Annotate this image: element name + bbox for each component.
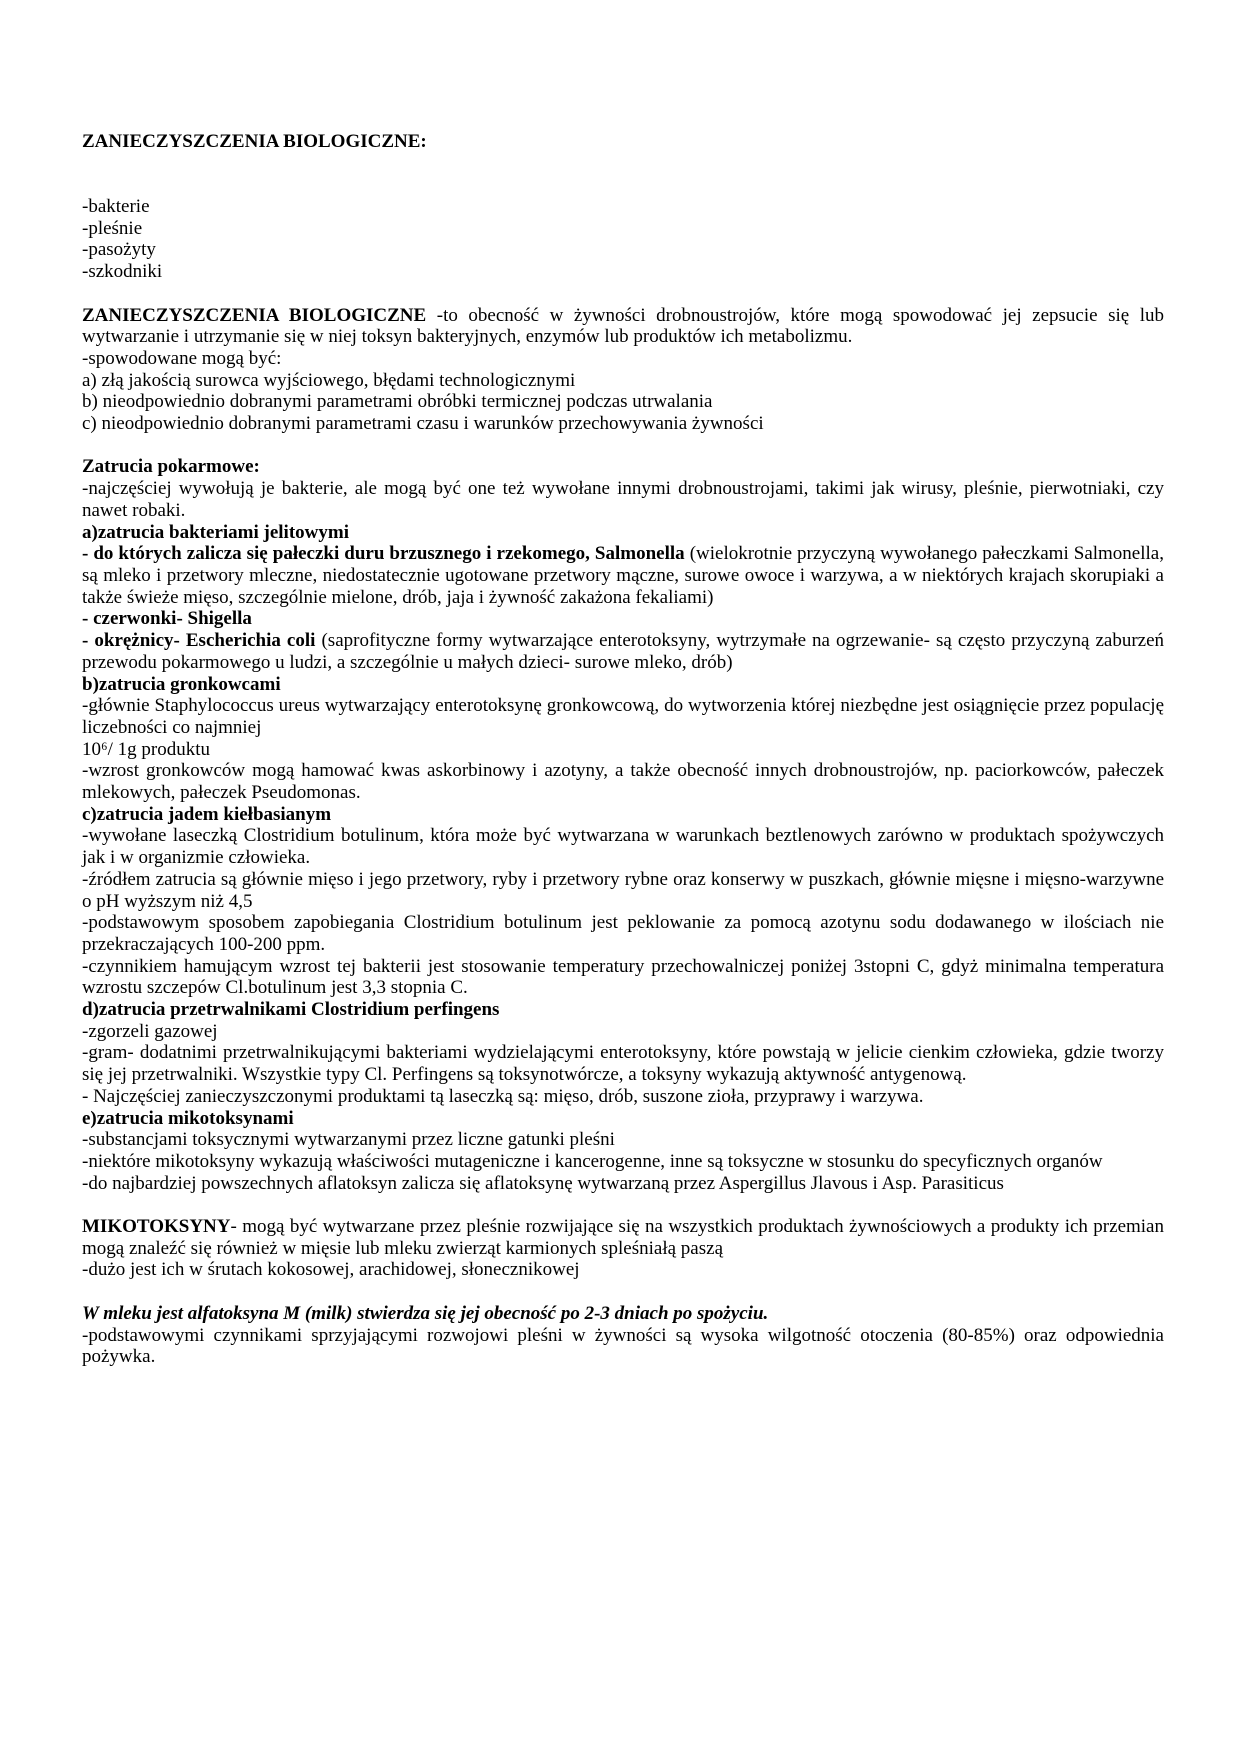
subsection-heading bbox=[82, 999, 1164, 1021]
text-segment: - Najczęściej zanieczyszczonymi produktami tą laseczką są: mięso, drób, suszone zioła, przyprawy i warzywa. bbox=[82, 1085, 924, 1107]
text-segment: -niektóre mikotoksyny wykazują właściwości mutageniczne i kancerogenne, inne są toksyczne w stosunku do specyficznych organów bbox=[82, 1150, 1103, 1172]
text-segment: b)zatrucia gronkowcami bbox=[82, 673, 281, 695]
paragraph bbox=[82, 348, 1164, 370]
paragraph bbox=[82, 305, 1164, 348]
text-segment: c) nieodpowiednio dobranymi parametrami czasu i warunków przechowywania żywności bbox=[82, 413, 764, 435]
paragraph bbox=[82, 1216, 1164, 1259]
paragraph bbox=[82, 760, 1164, 803]
list-item bbox=[82, 413, 1164, 435]
paragraph bbox=[82, 869, 1164, 912]
paragraph bbox=[82, 912, 1164, 955]
text-segment: (saprofityczne formy wytwarzające enterotoksyny, wytrzymałe na ogrzewanie- są często przyczyną zaburzeń przewodu pokarmowego u ludzi, a szczególnie u małych dzieci- surowe mleko, drób) bbox=[82, 630, 1165, 673]
subsection-heading bbox=[82, 674, 1164, 696]
list-item bbox=[82, 239, 1164, 261]
text-segment: -spowodowane mogą być: bbox=[82, 347, 282, 369]
text-segment: b) nieodpowiednio dobranymi parametrami obróbki termicznej podczas utrwalania bbox=[82, 391, 713, 413]
text-segment: (wielokrotnie przyczyną wywołanego pałeczkami Salmonella, są mleko i przetwory mleczne, niedostatecznie ugotowane przetwory mączne, surowe owoce i warzywa, a w niektórych krajach skorupiaki a także świeże mięso, szczególnie mielone, drób, jaja i żywność zakażona fekaliami) bbox=[82, 543, 1164, 608]
paragraph bbox=[82, 1021, 1164, 1043]
text-segment: -substancjami toksycznymi wytwarzanymi przez liczne gatunki pleśni bbox=[82, 1129, 615, 1151]
subsection-heading bbox=[82, 804, 1164, 826]
list-item bbox=[82, 391, 1164, 413]
paragraph bbox=[82, 543, 1164, 608]
paragraph bbox=[82, 1259, 1164, 1281]
text-segment: W mleku jest alfatoksyna M (milk) stwierdza się jej obecność po 2-3 dniach po spożyciu. bbox=[82, 1302, 769, 1324]
text-segment: Zatrucia pokarmowe: bbox=[82, 456, 260, 478]
text-segment: -czynnikiem hamującym wzrost tej bakterii jest stosowanie temperatury przechowalniczej poniżej 3stopni C, gdyż minimalna temperatura wzrostu szczepów Cl.botulinum jest 3,3 stopnia C. bbox=[82, 955, 1164, 999]
text-segment: -najczęściej wywołują je bakterie, ale mogą być one też wywołane innymi drobnoustrojami, takimi jak wirusy, pleśnie, pierwotniaki, czy nawet robaki. bbox=[82, 478, 1164, 521]
paragraph bbox=[82, 1173, 1164, 1195]
text-segment: -źródłem zatrucia są głównie mięso i jego przetwory, ryby i przetwory rybne oraz konserwy w puszkach, głównie mięsne i mięsno-warzywne o pH wyższym niż 4,5 bbox=[82, 868, 1164, 912]
blank-line bbox=[82, 174, 1164, 196]
paragraph bbox=[82, 1086, 1164, 1108]
text-segment: - mogą być wytwarzane przez pleśnie rozwijające się na wszystkich produktach żywnościowych a produkty ich przemian mogą znaleźć się również w mięsie lub mleku zwierząt karmionych spleśniałą paszą bbox=[82, 1216, 1164, 1259]
text-segment: -wzrost gronkowców mogą hamować kwas askorbinowy i azotyny, a także obecność innych drobnoustrojów, np. paciorkowców, pałeczek mlekowych, pałeczek Pseudomonas. bbox=[82, 760, 1164, 804]
text-segment: MIKOTOKSYNY bbox=[82, 1216, 231, 1238]
text-segment: -szkodniki bbox=[82, 261, 163, 283]
text-segment: -dużo jest ich w śrutach kokosowej, arachidowej, słonecznikowej bbox=[82, 1259, 580, 1281]
text-segment: -podstawowym sposobem zapobiegania Clostridium botulinum jest peklowanie za pomocą azotynu sodu dodawanego w ilościach nie przekraczających 100-200 ppm. bbox=[82, 912, 1164, 955]
text-segment: -to obecność w żywności drobnoustrojów, które mogą spowodować jej zepsucie się lub wytwarzanie i utrzymanie się w niej toksyn bakteryjnych, enzymów lub produktów ich metabolizmu. bbox=[82, 304, 1165, 348]
text-segment: -wywołane laseczką Clostridium botulinum, która może być wytwarzana w warunkach beztlenowych zarówno w produktach spożywczych jak i w organizmie człowieka. bbox=[82, 825, 1164, 869]
text-segment: 10⁶/ 1g produktu bbox=[82, 738, 211, 760]
text-segment: ZANIECZYSZCZENIA BIOLOGICZNE: bbox=[82, 131, 427, 152]
paragraph bbox=[82, 695, 1164, 738]
text-segment: -podstawowymi czynnikami sprzyjającymi rozwojowi pleśni w żywności są wysoka wilgotność otoczenia (80-85%) oraz odpowiednia pożywka. bbox=[82, 1324, 1164, 1368]
text-segment: ZANIECZYSZCZENIA BIOLOGICZNE bbox=[82, 304, 427, 326]
text-segment: -bakterie bbox=[82, 196, 150, 218]
section-heading bbox=[82, 456, 1164, 478]
text-segment: -zgorzeli gazowej bbox=[82, 1020, 218, 1042]
blank-line bbox=[82, 1281, 1164, 1303]
subsection-heading bbox=[82, 1108, 1164, 1130]
paragraph bbox=[82, 1042, 1164, 1085]
paragraph bbox=[82, 1151, 1164, 1173]
paragraph bbox=[82, 739, 1164, 761]
paragraph bbox=[82, 478, 1164, 521]
text-segment: -pleśnie bbox=[82, 217, 143, 239]
paragraph bbox=[82, 956, 1164, 999]
text-segment: -pasożyty bbox=[82, 239, 156, 261]
subsection-heading bbox=[82, 522, 1164, 544]
blank-line bbox=[82, 283, 1164, 305]
paragraph bbox=[82, 825, 1164, 868]
doc-title bbox=[82, 131, 1164, 153]
paragraph bbox=[82, 1325, 1164, 1368]
subsection-heading bbox=[82, 608, 1164, 630]
text-segment: a) złą jakością surowca wyjściowego, błędami technologicznymi bbox=[82, 369, 576, 391]
blank-line bbox=[82, 153, 1164, 175]
text-segment: e)zatrucia mikotoksynami bbox=[82, 1107, 294, 1129]
text-segment: d)zatrucia przetrwalnikami Clostridium perfingens bbox=[82, 999, 500, 1021]
emphasis-heading bbox=[82, 1303, 1164, 1325]
blank-line bbox=[82, 1194, 1164, 1216]
list-item bbox=[82, 196, 1164, 218]
text-segment: a)zatrucia bakteriami jelitowymi bbox=[82, 521, 349, 543]
text-segment: -głównie Staphylococcus ureus wytwarzający enterotoksynę gronkowcową, do wytworzenia której niezbędne jest osiągnięcie przez populację liczebności co najmniej bbox=[82, 695, 1164, 738]
text-segment: c)zatrucia jadem kiełbasianym bbox=[82, 803, 332, 825]
list-item bbox=[82, 218, 1164, 240]
text-segment: - okrężnicy- Escherichia coli bbox=[82, 630, 322, 652]
list-item bbox=[82, 370, 1164, 392]
text-segment: - czerwonki- Shigella bbox=[82, 608, 252, 630]
text-segment: - do których zalicza się pałeczki duru brzusznego i rzekomego, Salmonella bbox=[82, 543, 690, 565]
blank-line bbox=[82, 435, 1164, 457]
text-segment: -gram- dodatnimi przetrwalnikującymi bakteriami wydzielającymi enterotoksyny, które powstają w jelicie cienkim człowieka, gdzie tworzy się jej przetrwalniki. Wszystkie typy Cl. Perfingens są toksynotwórcze, a toksyny wykazują aktywność antygenową. bbox=[82, 1042, 1164, 1086]
list-item bbox=[82, 261, 1164, 283]
text-segment: -do najbardziej powszechnych aflatoksyn zalicza się aflatoksynę wytwarzaną przez Aspergillus Jlavous i Asp. Parasiticus bbox=[82, 1172, 1004, 1194]
paragraph bbox=[82, 630, 1164, 673]
paragraph bbox=[82, 1129, 1164, 1151]
